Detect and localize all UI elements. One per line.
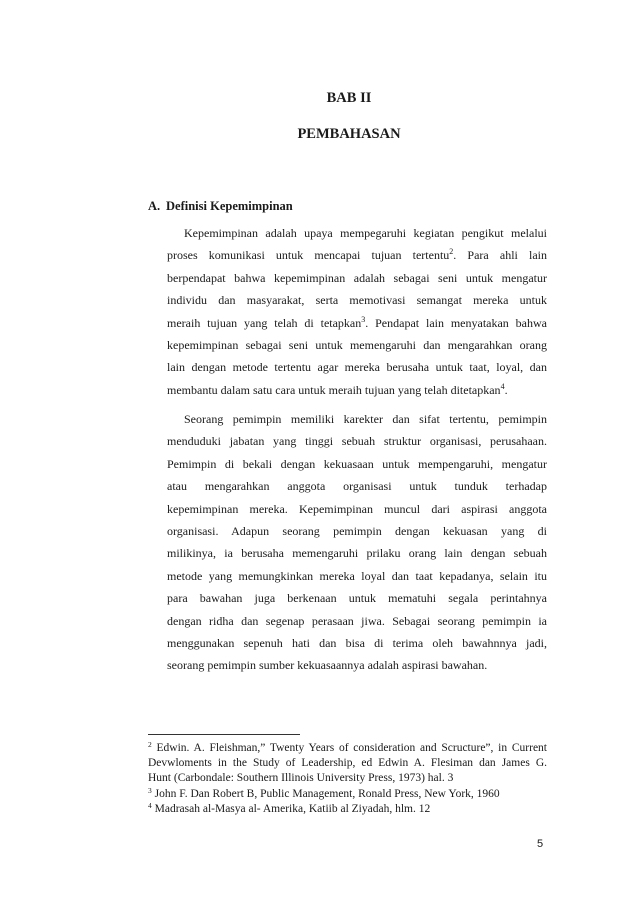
section-title: Definisi Kepemimpinan <box>166 199 293 213</box>
paragraph-line: organisasi. Adapun seorang pemimpin dengan kekuasan yang di <box>167 523 547 538</box>
paragraph-line: menduduki jabatan yang tinggi sebuah struktur organisasi, perusahaan. <box>167 434 547 449</box>
paragraph-1 <box>167 222 547 401</box>
paragraph-line: kepemimpinan sebagai seni untuk memengaruhi dan mengarahkan orang <box>167 337 547 352</box>
paragraph-line: Pemimpin di bekali dengan kekuasaan untuk mempengaruhi, mengatur <box>167 456 547 471</box>
paragraph-line: lain dengan metode tertentu agar mereka berusaha untuk taat, loyal, dan <box>167 360 547 375</box>
paragraph-line: kepemimpinan mereka. Kepemimpinan muncul dari aspirasi anggota <box>167 501 547 516</box>
paragraph-line: meraih tujuan yang telah di tetapkan$^3$. Pendapat lain menyatakan bahwa <box>167 314 547 330</box>
paragraph-line: membantu dalam satu cara untuk meraih tujuan yang telah ditetapkan$^4$. <box>167 381 508 397</box>
footnotes <box>148 741 547 817</box>
paragraph-line: milikinya, ia berusaha memengaruhi prilaku orang lain dengan sebuah <box>167 546 547 561</box>
paragraph-line: Kepemimpinan adalah upaya mempegaruhi kegiatan pengikut melalui <box>184 226 547 240</box>
paragraph-line: berpendapat bahwa kepemimpinan adalah sebagai seni untuk mengatur <box>167 270 547 285</box>
section-heading <box>148 199 293 214</box>
footnote-2: $^2$ Edwin. A. Fleishman,” Twenty Years of consideration and Scructure”, in Current <box>148 740 547 754</box>
footnote-ref[interactable]: 4 <box>500 381 505 391</box>
paragraph-line: para bawahan juga berkenaan untuk mematuhi segala perintahnya <box>167 591 547 606</box>
footnote-4: $^4$ Madrasah al-Masya al- Amerika, Katiib al Ziyadah, hlm. 12 <box>148 800 431 815</box>
footnote-3: $^3$ John F. Dan Robert B, Public Management, Ronald Press, New York, 1960 <box>148 785 500 800</box>
footnote-2-cont: Hunt (Carbondale: Southern Illinois University Press, 1973) hal. 3 <box>148 772 454 785</box>
footnote-ref[interactable]: 3 <box>361 314 366 324</box>
paragraph-line: Seorang pemimpin memiliki karekter dan sifat tertentu, pemimpin <box>184 412 547 426</box>
footnote-ref[interactable]: 2 <box>449 247 454 257</box>
footnote-2-cont: Devwloments in the Study of Leadership, ed Edwin A. Flesiman dan James G. <box>148 757 547 770</box>
paragraph-line: dengan ridha dan segenap perasaan jiwa. Sebagai seorang pemimpin ia <box>167 613 547 628</box>
paragraph-2 <box>167 408 547 677</box>
chapter-title: PEMBAHASAN <box>297 126 401 142</box>
paragraph-line: proses komunikasi untuk mencapai tujuan tertentu$^2$. Para ahli lain <box>167 247 547 263</box>
paragraph-line: individu dan masyarakat, serta memotivasi semangat mereka untuk <box>167 293 547 308</box>
footnote-separator <box>148 734 300 735</box>
paragraph-line: metode yang memungkinkan mereka loyal dan taat kepadanya, selain itu <box>167 568 547 583</box>
chapter-label: BAB II <box>326 90 372 106</box>
section-number: A. <box>148 199 161 213</box>
paragraph-line: atau mengarahkan anggota organisasi untuk tunduk terhadap <box>167 479 547 494</box>
paragraph-line: seorang pemimpin sumber kekuasaannya adalah aspirasi bawahan. <box>167 658 488 673</box>
page-number: 5 <box>537 838 544 850</box>
paragraph-line: menggunakan sepenuh hati dan bisa di terima oleh bawahnnya jadi, <box>167 635 547 650</box>
